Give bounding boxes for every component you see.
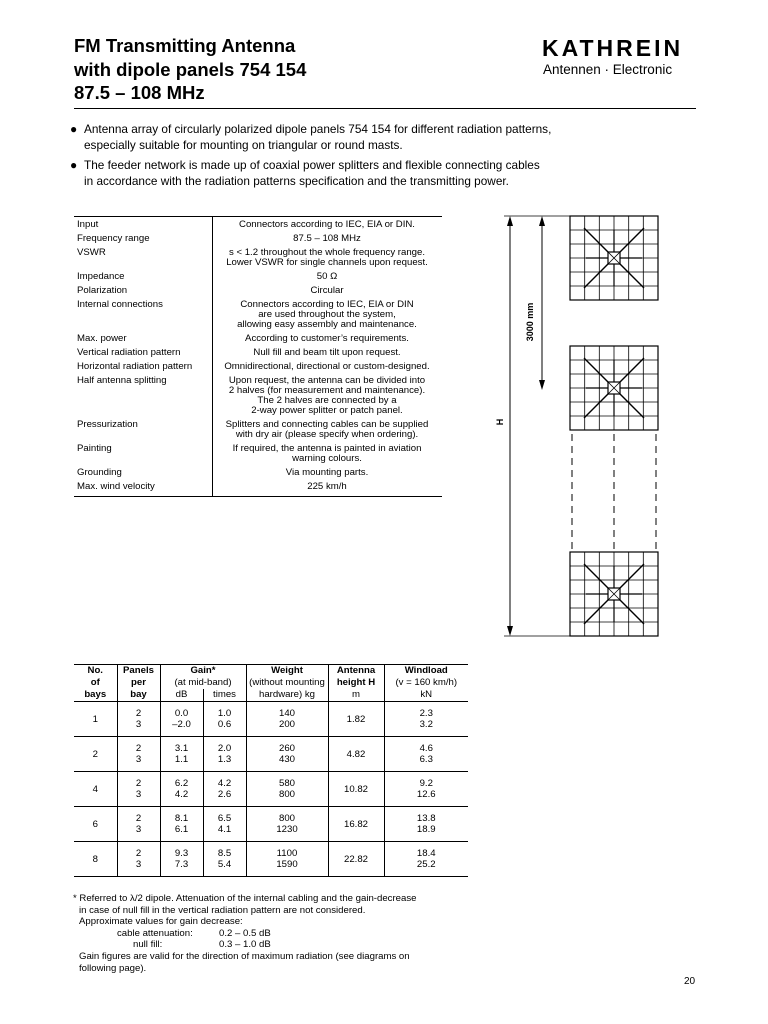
spec-row (74, 248, 442, 268)
dipole-panel-middle (570, 346, 658, 430)
spec-row (74, 444, 442, 464)
page-title (74, 34, 306, 105)
gain-db-cell: 0.0 –2.0 (160, 702, 203, 737)
windload-subheader: (v = 160 km/h) (384, 677, 468, 689)
table-row (74, 772, 468, 807)
panels-header: Panels per bay (117, 665, 160, 702)
spec-value: Via mounting parts. (285, 467, 369, 479)
feature-text: especially suitable for mounting on triangular or round masts. (84, 137, 403, 152)
panels-cell: 2 3 (117, 702, 160, 737)
spec-row (74, 348, 442, 358)
height-cell: 16.82 (328, 807, 384, 842)
spec-key: Painting (77, 443, 112, 455)
bullet-icon: ● (70, 158, 78, 172)
windload-header: Windload (384, 665, 468, 678)
gain-db-cell: 6.2 4.2 (160, 772, 203, 807)
spec-value: According to customer’s requirements. (245, 332, 409, 344)
gain-db-header: dB (160, 689, 203, 702)
footnote-line: in case of null fill in the vertical radiation pattern are not considered. (79, 904, 366, 916)
feature-item (70, 158, 690, 189)
height-cell: 22.82 (328, 842, 384, 877)
spec-key: Half antenna splitting (77, 374, 167, 386)
weight-cell: 260 430 (246, 737, 328, 772)
table-row (74, 737, 468, 772)
gain-header: Gain* (160, 665, 246, 678)
windload-cell: 2.3 3.2 (384, 702, 468, 737)
spec-value: s < 1.2 throughout the whole frequency range. Lower VSWR for single channels upon request. (226, 246, 428, 268)
gain-weight-table (74, 664, 468, 877)
gain-times-cell: 6.5 4.1 (203, 807, 246, 842)
table-row (74, 702, 468, 737)
page-number: 20 (684, 976, 696, 987)
footnote-line: Gain figures are valid for the direction of maximum radiation (see diagrams on (79, 950, 410, 962)
footnote-nullfill: null fill: 0.3 – 1.0 dB (133, 939, 271, 951)
spec-key: Input (77, 219, 99, 230)
spec-row (74, 334, 442, 344)
height-cell: 1.82 (328, 702, 384, 737)
spec-value: 225 km/h (307, 481, 347, 493)
spec-key: Polarization (77, 284, 128, 296)
specification-table (74, 216, 442, 497)
header-divider (74, 108, 696, 109)
bays-cell: 8 (74, 842, 117, 877)
feature-item (70, 122, 690, 153)
gain-db-cell: 8.1 6.1 (160, 807, 203, 842)
panels-cell: 2 3 (117, 842, 160, 877)
weight-cell: 580 800 (246, 772, 328, 807)
spec-value: Splitters and connecting cables can be supplied with dry air (please specify when ordering). (225, 419, 429, 441)
gain-times-header: times (203, 689, 246, 702)
gain-times-cell: 1.0 0.6 (203, 702, 246, 737)
spec-value: 87.5 – 108 MHz (293, 232, 361, 244)
spec-value: 50 Ω (316, 270, 338, 282)
spec-key: VSWR (77, 246, 106, 258)
footnotes (73, 893, 493, 974)
bays-cell: 1 (74, 702, 117, 737)
height-header: Antenna (328, 665, 384, 678)
spec-row (74, 234, 442, 244)
kathrein-logo: KATHREIN (542, 35, 684, 61)
spec-key: Grounding (77, 467, 122, 479)
spec-row (74, 420, 442, 440)
height-unit: m (328, 689, 384, 702)
footnote-line: * Referred to λ/2 dipole. Attenuation of the internal cabling and the gain-decrease (73, 893, 417, 904)
spacing-dimension-label: 3000 mm (525, 302, 535, 342)
antenna-array-diagram (490, 212, 670, 642)
spec-value: Omnidirectional, directional or custom-designed. (224, 360, 430, 372)
spec-key: Max. wind velocity (77, 481, 155, 493)
spec-key: Impedance (77, 270, 125, 282)
spec-value: Connectors according to IEC, EIA or DIN. (239, 219, 415, 230)
dipole-panel-bottom (570, 552, 658, 636)
spec-key: Max. power (77, 332, 127, 344)
weight-cell: 140 200 (246, 702, 328, 737)
footnote-line: Approximate values for gain decrease: (79, 916, 243, 928)
gain-times-cell: 8.5 5.4 (203, 842, 246, 877)
feature-text: in accordance with the radiation patterns specification and the transmitting power. (84, 173, 509, 188)
title-line-2: with dipole panels 754 154 (74, 58, 307, 80)
feature-text: Antenna array of circularly polarized dipole panels 754 154 for different radiation patterns, (84, 122, 552, 136)
bays-header: No. of bays (74, 665, 117, 702)
gain-db-cell: 9.3 7.3 (160, 842, 203, 877)
weight-subheader: (without mounting (246, 677, 328, 689)
panels-cell: 2 3 (117, 772, 160, 807)
logo-tagline: Antennen · Electronic (543, 62, 673, 77)
feature-list (70, 122, 690, 194)
dipole-panel-top (570, 216, 658, 300)
spec-key: Pressurization (77, 419, 138, 431)
spec-value: Connectors according to IEC, EIA or DIN are used throughout the system, allowing easy assembly and maintenance. (237, 298, 417, 331)
spec-row (74, 362, 442, 372)
gain-db-cell: 3.1 1.1 (160, 737, 203, 772)
footnote-line: following page). (79, 962, 147, 974)
height-subheader: height H (328, 677, 384, 689)
panels-cell: 2 3 (117, 737, 160, 772)
gain-times-cell: 2.0 1.3 (203, 737, 246, 772)
bays-cell: 4 (74, 772, 117, 807)
windload-cell: 4.6 6.3 (384, 737, 468, 772)
panels-cell: 2 3 (117, 807, 160, 842)
spec-row (74, 376, 442, 417)
spec-row (74, 286, 442, 296)
height-cell: 4.82 (328, 737, 384, 772)
spec-key: Frequency range (77, 232, 150, 244)
windload-unit: kN (384, 689, 468, 702)
weight-cell: 800 1230 (246, 807, 328, 842)
spec-row (74, 468, 442, 478)
title-line-1: FM Transmitting Antenna (74, 35, 296, 56)
spec-key: Vertical radiation pattern (77, 346, 181, 358)
bays-cell: 6 (74, 807, 117, 842)
title-line-3: 87.5 – 108 MHz (74, 82, 205, 103)
windload-cell: 13.8 18.9 (384, 807, 468, 842)
bullet-icon: ● (70, 122, 78, 136)
weight-cell: 1100 1590 (246, 842, 328, 877)
table-row (74, 842, 468, 877)
spec-row (74, 482, 442, 492)
spec-value: Upon request, the antenna can be divided into 2 halves (for measurement and maintenance). The 2 halves are connected by a 2-way power splitter or patch panel. (228, 374, 426, 417)
spec-key: Internal connections (77, 298, 163, 310)
spec-value: If required, the antenna is painted in aviation warning colours. (232, 443, 422, 465)
spec-value: Circular (310, 284, 344, 296)
gain-subheader: (at mid-band) (160, 677, 246, 689)
height-cell: 10.82 (328, 772, 384, 807)
feature-text: The feeder network is made up of coaxial power splitters and flexible connecting cables (84, 158, 540, 172)
weight-header: Weight (246, 665, 328, 678)
spec-row (74, 220, 442, 230)
spec-value: Null fill and beam tilt upon request. (253, 346, 401, 358)
windload-cell: 18.4 25.2 (384, 842, 468, 877)
spec-row (74, 300, 442, 331)
table-row (74, 807, 468, 842)
spec-row (74, 272, 442, 282)
bays-cell: 2 (74, 737, 117, 772)
gain-times-cell: 4.2 2.6 (203, 772, 246, 807)
spec-key: Horizontal radiation pattern (77, 360, 193, 372)
windload-cell: 9.2 12.6 (384, 772, 468, 807)
footnote-cable: cable attenuation: 0.2 – 0.5 dB (117, 927, 271, 939)
height-dimension-label: H (495, 418, 505, 426)
weight-unit: hardware) kg (246, 689, 328, 702)
